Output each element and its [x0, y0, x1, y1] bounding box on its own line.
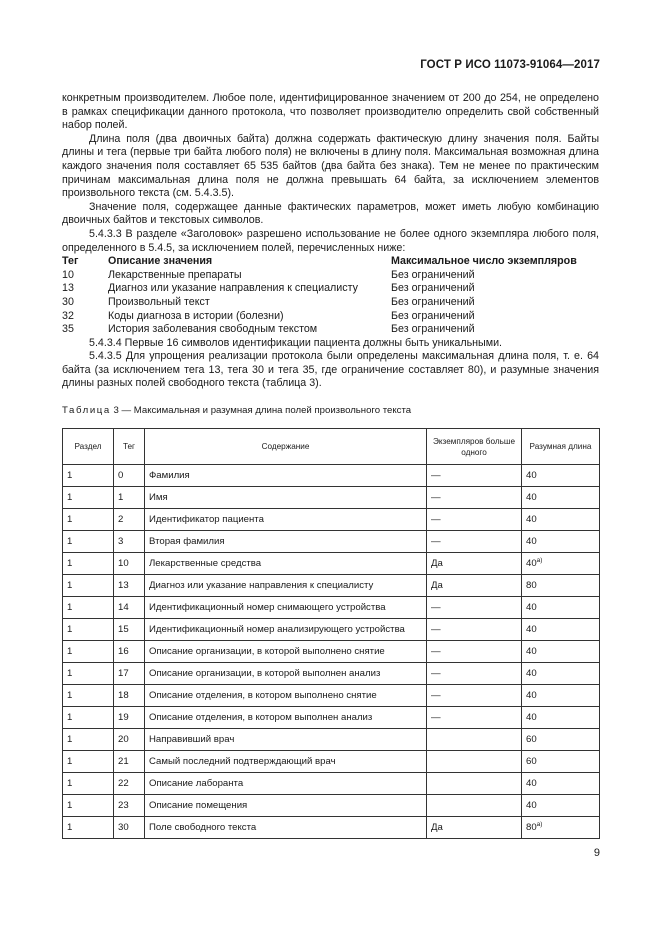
cell-length-text: 40	[526, 514, 537, 525]
cell-section-text: 1	[67, 602, 73, 613]
cell-content-text: Фамилия	[149, 470, 190, 481]
tag-description: Коды диагноза в истории (болезни)	[108, 309, 284, 322]
col-header-multiple: Экземпляров больше одного	[427, 429, 522, 465]
cell-content-text: Описание отделения, в котором выполнен анализ	[149, 712, 373, 723]
tag-description: Лекарственные препараты	[108, 268, 242, 281]
cell-content	[145, 619, 427, 641]
tag-list-row	[62, 282, 599, 296]
cell-length-text: 40	[526, 558, 537, 570]
cell-content-text: Самый последний подтверждающий врач	[149, 756, 336, 767]
cell-section	[63, 509, 114, 531]
col-header-section: Раздел	[63, 429, 114, 465]
cell-content-text: Идентификационный номер анализирующего устройства	[149, 624, 405, 635]
cell-multiple	[427, 509, 522, 531]
cell-content	[145, 641, 427, 663]
cell-tag	[114, 663, 145, 685]
cell-tag	[114, 619, 145, 641]
table-row	[63, 707, 600, 729]
cell-section-text: 1	[67, 734, 73, 745]
tag-list-row	[62, 296, 599, 310]
body-text	[62, 92, 599, 391]
col-header-tag: Тег	[114, 429, 145, 465]
cell-section-text: 1	[67, 778, 73, 789]
table-row	[63, 597, 600, 619]
tag-max-count: Без ограничений	[391, 323, 475, 336]
table-caption-text: 3 — Максимальная и разумная длина полей произвольного текста	[110, 405, 412, 416]
cell-section-text: 1	[67, 580, 73, 591]
tag-value: 13	[62, 282, 74, 295]
cell-length	[522, 773, 600, 795]
cell-section	[63, 575, 114, 597]
cell-tag-text: 21	[118, 756, 129, 767]
tag-list-row	[62, 269, 599, 283]
cell-tag-text: 23	[118, 800, 129, 811]
cell-multiple	[427, 663, 522, 685]
cell-length-text: 60	[526, 734, 537, 745]
tag-max-count: Без ограничений	[391, 268, 475, 281]
cell-length-text: 40	[526, 624, 537, 635]
cell-tag-text: 15	[118, 624, 129, 635]
table-caption	[62, 405, 411, 416]
cell-section	[63, 773, 114, 795]
cell-multiple	[427, 619, 522, 641]
cell-tag	[114, 575, 145, 597]
cell-section	[63, 553, 114, 575]
table-row	[63, 773, 600, 795]
description-col-header: Описание значения	[108, 255, 213, 268]
cell-multiple	[427, 465, 522, 487]
table-header-row	[63, 429, 600, 465]
cell-section	[63, 729, 114, 751]
cell-multiple	[427, 729, 522, 751]
cell-length-text: 40	[526, 668, 537, 679]
cell-multiple-text: —	[431, 668, 441, 679]
cell-length	[522, 707, 600, 729]
cell-section	[63, 685, 114, 707]
cell-tag	[114, 509, 145, 531]
cell-length-text: 80	[526, 822, 537, 834]
cell-tag	[114, 531, 145, 553]
cell-tag-text: 30	[118, 822, 129, 833]
table-3	[62, 428, 600, 839]
cell-section	[63, 487, 114, 509]
paragraph: Значение поля, содержащее данные фактических параметров, может иметь любую комбинацию двоичных байтов и текстовых символов.	[62, 200, 599, 227]
paragraph: 5.4.3.4 Первые 16 символов идентификации пациента должны быть уникальными.	[89, 336, 503, 349]
table-row	[63, 487, 600, 509]
cell-content-text: Описание отделения, в котором выполнено снятие	[149, 690, 377, 701]
cell-tag	[114, 553, 145, 575]
tag-value: 35	[62, 323, 74, 336]
cell-length	[522, 509, 600, 531]
cell-section-text: 1	[67, 470, 73, 481]
cell-content-text: Вторая фамилия	[149, 536, 225, 547]
cell-content-text: Диагноз или указание направления к специалисту	[149, 580, 374, 591]
document-code: ГОСТ Р ИСО 11073-91064—2017	[420, 59, 600, 71]
cell-content	[145, 509, 427, 531]
cell-tag-text: 22	[118, 778, 129, 789]
cell-length-text: 40	[526, 470, 537, 481]
cell-content-text: Имя	[149, 492, 168, 503]
cell-tag-text: 17	[118, 668, 129, 679]
cell-content-text: Описание организации, в которой выполнено снятие	[149, 646, 385, 657]
cell-length-text: 40	[526, 690, 537, 701]
tag-list-header	[62, 255, 599, 269]
cell-section-text: 1	[67, 536, 73, 547]
cell-tag-text: 1	[118, 492, 124, 503]
cell-tag-text: 13	[118, 580, 129, 591]
cell-length-text: 40	[526, 800, 537, 811]
table-caption-word: Таблица	[62, 405, 111, 416]
cell-multiple-text: —	[431, 624, 441, 635]
cell-section-text: 1	[67, 822, 73, 833]
cell-length	[522, 619, 600, 641]
cell-tag	[114, 817, 145, 839]
cell-section-text: 1	[67, 646, 73, 657]
cell-content	[145, 531, 427, 553]
cell-section	[63, 597, 114, 619]
tag-max-count: Без ограничений	[391, 282, 475, 295]
footnote-mark: а)	[536, 557, 543, 565]
cell-content	[145, 817, 427, 839]
cell-section-text: 1	[67, 712, 73, 723]
cell-length	[522, 751, 600, 773]
cell-multiple-text: —	[431, 514, 441, 525]
cell-length	[522, 553, 600, 575]
cell-length	[522, 597, 600, 619]
cell-length	[522, 487, 600, 509]
cell-content-text: Идентификатор пациента	[149, 514, 264, 525]
table-row	[63, 729, 600, 751]
cell-tag-text: 18	[118, 690, 129, 701]
cell-multiple	[427, 751, 522, 773]
cell-tag	[114, 465, 145, 487]
table-row	[63, 509, 600, 531]
cell-content	[145, 751, 427, 773]
cell-length-text: 40	[526, 778, 537, 789]
cell-section	[63, 817, 114, 839]
page-number: 9	[593, 847, 600, 859]
cell-multiple	[427, 773, 522, 795]
cell-tag	[114, 685, 145, 707]
cell-length	[522, 795, 600, 817]
cell-section	[63, 751, 114, 773]
cell-multiple	[427, 531, 522, 553]
cell-content	[145, 773, 427, 795]
cell-length-text: 40	[526, 712, 537, 723]
cell-content	[145, 465, 427, 487]
cell-multiple	[427, 707, 522, 729]
max-count-col-header: Максимальное число экземпляров	[391, 255, 577, 268]
cell-content	[145, 729, 427, 751]
table-row	[63, 663, 600, 685]
cell-tag	[114, 707, 145, 729]
cell-multiple	[427, 597, 522, 619]
cell-tag	[114, 641, 145, 663]
cell-section	[63, 465, 114, 487]
cell-length	[522, 663, 600, 685]
cell-content	[145, 575, 427, 597]
tag-value: 32	[62, 309, 74, 322]
table-row	[63, 575, 600, 597]
cell-tag-text: 2	[118, 514, 124, 525]
tag-value: 10	[62, 268, 74, 281]
cell-multiple	[427, 817, 522, 839]
cell-tag	[114, 795, 145, 817]
table-row	[63, 553, 600, 575]
cell-content	[145, 553, 427, 575]
cell-length-text: 40	[526, 646, 537, 657]
cell-section	[63, 641, 114, 663]
paragraph: 5.4.3.3 В разделе «Заголовок» разрешено использование не более одного экземпляра любого поля, определенного в 5.4.5, за исключением полей, перечисленных ниже:	[62, 227, 599, 254]
cell-content-text: Лекарственные средства	[149, 558, 262, 569]
cell-multiple-text: Да	[431, 580, 443, 591]
cell-multiple-text: —	[431, 492, 441, 503]
cell-content-text: Идентификационный номер снимающего устройства	[149, 602, 386, 613]
tag-col-header: Тег	[62, 255, 79, 268]
tag-max-count: Без ограничений	[391, 309, 475, 322]
cell-multiple	[427, 641, 522, 663]
cell-length-text: 40	[526, 536, 537, 547]
cell-tag-text: 14	[118, 602, 129, 613]
table-row	[63, 531, 600, 553]
cell-content-text: Описание организации, в которой выполнен анализ	[149, 668, 381, 679]
cell-tag	[114, 597, 145, 619]
paragraph: Длина поля (два двоичных байта) должна содержать фактическую длину значения поля. Байты длины и тега (первые три байта любого поля) не включены в длину поля. Максимальная возможная длина каждого значения поля составляет 65 535 байтов (два байта без знака). Тем не менее по практическим причинам максимальная длина поля не должна превышать 64 байта, за исключением элементов произвольного текста (см. 5.4.3.5).	[62, 132, 599, 200]
cell-length-text: 40	[526, 492, 537, 503]
table-row	[63, 465, 600, 487]
cell-section-text: 1	[67, 514, 73, 525]
cell-content	[145, 795, 427, 817]
cell-multiple	[427, 685, 522, 707]
paragraph: конкретным производителем. Любое поле, идентифицированное значением от 200 до 254, не определено в рамках спецификации данного протокола, что позволяет производителю определить свой собственный набор полей.	[62, 92, 599, 132]
cell-tag-text: 19	[118, 712, 129, 723]
table-row	[63, 619, 600, 641]
cell-section	[63, 663, 114, 685]
cell-section	[63, 619, 114, 641]
cell-section-text: 1	[67, 800, 73, 811]
cell-multiple-text: —	[431, 712, 441, 723]
cell-multiple	[427, 575, 522, 597]
tag-description: Произвольный текст	[108, 295, 210, 308]
cell-section	[63, 795, 114, 817]
tag-value: 30	[62, 295, 74, 308]
cell-multiple-text: —	[431, 690, 441, 701]
table-row	[63, 795, 600, 817]
cell-length	[522, 575, 600, 597]
table-row	[63, 817, 600, 839]
cell-section-text: 1	[67, 690, 73, 701]
cell-multiple-text: Да	[431, 822, 443, 833]
cell-content	[145, 597, 427, 619]
cell-multiple	[427, 487, 522, 509]
cell-tag-text: 16	[118, 646, 129, 657]
cell-section-text: 1	[67, 756, 73, 767]
cell-length	[522, 729, 600, 751]
cell-tag	[114, 751, 145, 773]
cell-tag	[114, 773, 145, 795]
table-row	[63, 751, 600, 773]
cell-content	[145, 663, 427, 685]
cell-section-text: 1	[67, 624, 73, 635]
cell-multiple-text: —	[431, 536, 441, 547]
cell-content-text: Поле свободного текста	[149, 822, 257, 833]
cell-content	[145, 487, 427, 509]
col-header-length: Разумная длина	[522, 429, 600, 465]
tag-description: Диагноз или указание направления к специалисту	[108, 282, 358, 295]
paragraph: 5.4.3.5 Для упрощения реализации протокола были определены максимальная длина поля, т. е. 64 байта (за исключением тега 13, тега 30 и тега 35, где ограничение составляет 80), и разумные значения длины разных полей свободного текста (таблица 3).	[62, 350, 599, 390]
cell-multiple-text: —	[431, 602, 441, 613]
cell-multiple-text: —	[431, 470, 441, 481]
cell-multiple-text: —	[431, 646, 441, 657]
cell-section-text: 1	[67, 492, 73, 503]
tag-max-count: Без ограничений	[391, 295, 475, 308]
cell-content	[145, 707, 427, 729]
cell-length-text: 40	[526, 602, 537, 613]
cell-section	[63, 707, 114, 729]
cell-length	[522, 817, 600, 839]
cell-section-text: 1	[67, 558, 73, 569]
cell-tag	[114, 487, 145, 509]
cell-multiple	[427, 795, 522, 817]
cell-tag-text: 0	[118, 470, 124, 481]
col-header-content: Содержание	[145, 429, 427, 465]
cell-length-text: 60	[526, 756, 537, 767]
cell-content-text: Описание лаборанта	[149, 778, 244, 789]
cell-multiple-text: Да	[431, 558, 443, 569]
tag-list-row	[62, 310, 599, 324]
cell-length	[522, 641, 600, 663]
cell-section	[63, 531, 114, 553]
cell-tag-text: 3	[118, 536, 124, 547]
cell-section-text: 1	[67, 668, 73, 679]
cell-length	[522, 465, 600, 487]
cell-content	[145, 685, 427, 707]
table-row	[63, 685, 600, 707]
table-row	[63, 641, 600, 663]
cell-length-text: 80	[526, 580, 537, 591]
tag-list	[62, 255, 599, 337]
cell-tag-text: 10	[118, 558, 129, 569]
footnote-mark: а)	[536, 821, 543, 829]
cell-length	[522, 531, 600, 553]
cell-content-text: Описание помещения	[149, 800, 248, 811]
cell-multiple	[427, 553, 522, 575]
tag-description: История заболевания свободным текстом	[108, 323, 318, 336]
cell-content-text: Направивший врач	[149, 734, 235, 745]
tag-list-row	[62, 323, 599, 337]
cell-tag-text: 20	[118, 734, 129, 745]
cell-length	[522, 685, 600, 707]
cell-tag	[114, 729, 145, 751]
